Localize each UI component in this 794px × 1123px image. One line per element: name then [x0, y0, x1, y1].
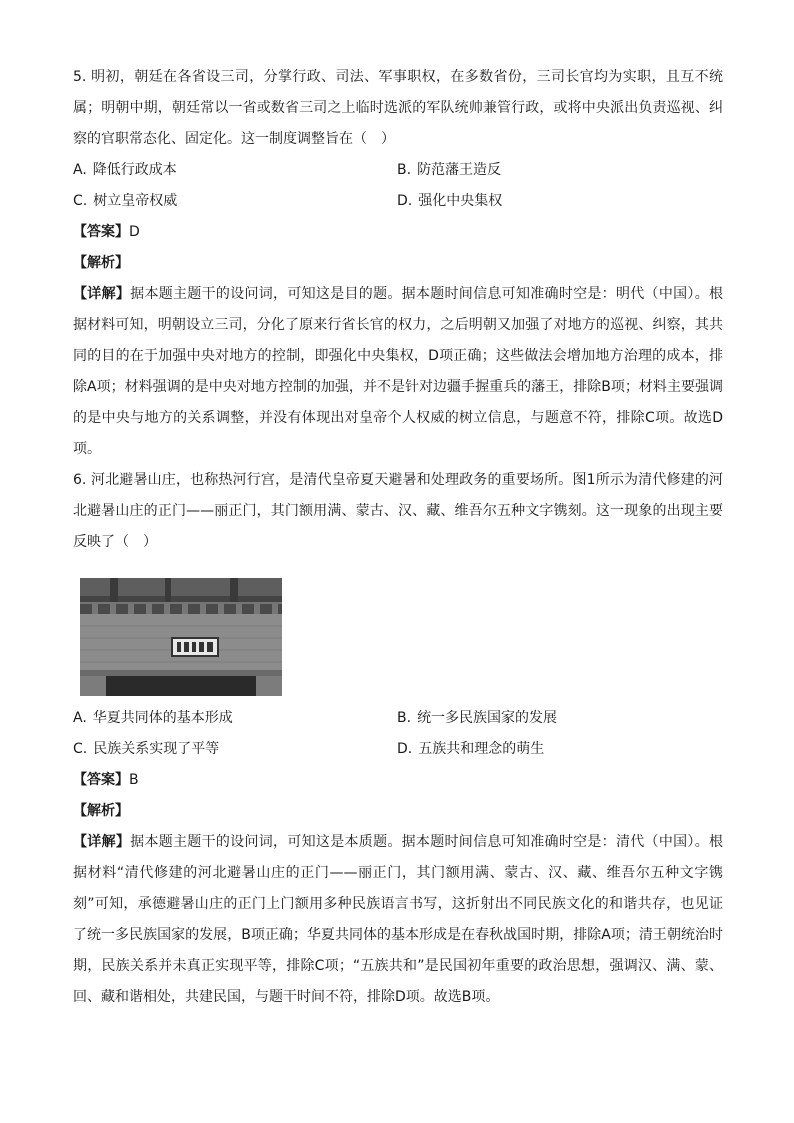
question-5-options [73, 155, 723, 217]
question-5-option-b[interactable] [397, 155, 723, 186]
option-text: 降低行政成本 [92, 162, 177, 178]
detail-label: 【详解】 [73, 286, 131, 302]
gate-photo-image [80, 578, 282, 696]
option-text: 强化中央集权 [418, 193, 503, 209]
question-6-option-a[interactable] [73, 703, 397, 734]
lizheng-gate-photo [80, 578, 282, 696]
question-6-option-b[interactable] [397, 703, 723, 734]
question-6-option-c[interactable] [73, 734, 397, 765]
question-6-detail [73, 827, 723, 1013]
analysis-label: 【解析】 [73, 803, 129, 819]
option-text: 统一多民族国家的发展 [417, 710, 558, 726]
option-text: 华夏共同体的基本形成 [92, 710, 233, 726]
option-letter: C. [73, 193, 88, 209]
answer-label: 【答案】 [73, 772, 129, 788]
question-5-detail [73, 279, 723, 465]
question-6-options [73, 703, 723, 765]
question-6-analysis-label [73, 796, 723, 827]
question-6-answer-line [73, 765, 723, 796]
option-letter: D. [397, 193, 413, 209]
document-content [73, 62, 723, 1013]
question-5-option-a[interactable] [73, 155, 397, 186]
option-text: 民族关系实现了平等 [93, 741, 220, 757]
option-text: 五族共和理念的萌生 [418, 741, 545, 757]
option-letter: A. [73, 162, 87, 178]
question-6-stem: 6. 河北避暑山庄，也称热河行宫，是清代皇帝夏天避暑和处理政务的重要场所。图1所示为清代修建的河北避暑山庄的正门——丽正门，其门额用满、蒙古、汉、藏、维吾尔五种文字镌刻。这一现象的出现主要反映了（ ） [73, 472, 723, 550]
answer-value: B [129, 772, 139, 788]
answer-value: D [129, 224, 140, 240]
option-text: 防范藩王造反 [417, 162, 502, 178]
option-letter: C. [73, 741, 88, 757]
detail-label: 【详解】 [73, 834, 131, 850]
option-letter: B. [397, 162, 412, 178]
question-6-option-d[interactable] [397, 734, 723, 765]
question-5-answer-line [73, 217, 723, 248]
question-5-stem: 5. 明初，朝廷在各省设三司，分掌行政、司法、军事职权，在多数省份，三司长官均为实职，且互不统属；明朝中期，朝廷常以一省或数省三司之上临时选派的军队统帅兼管行政，或将中央派出负责巡视、纠察的官职常态化、固定化。这一制度调整旨在（ ） [73, 69, 723, 147]
option-text: 树立皇帝权威 [93, 193, 178, 209]
option-letter: D. [397, 741, 413, 757]
option-letter: B. [397, 710, 412, 726]
option-letter: A. [73, 710, 87, 726]
answer-label: 【答案】 [73, 224, 129, 240]
question-5-option-d[interactable] [397, 186, 723, 217]
analysis-label: 【解析】 [73, 255, 129, 271]
question-5-option-c[interactable] [73, 186, 397, 217]
detail-text: 据本题主题干的设问词，可知这是目的题。据本题时间信息可知准确时空是：明代（中国）。根据材料可知，明朝设立三司，分化了原来行省长官的权力，之后明朝又加强了对地方的巡视、纠察，其共同的目的在于加强中央对地方的控制，即强化中央集权，D项正确；这些做法会增加地方治理的成本，排除A项；材料强调的是中央对地方控制的加强，并不是针对边疆手握重兵的藩王，排除B项；材料主要强调的是中央与地方的关系调整，并没有体现出对皇帝个人权威的树立信息，与题意不符，排除C项。故选D项。 [73, 286, 723, 457]
detail-text: 据本题主题干的设问词，可知这是本质题。据本题时间信息可知准确时空是：清代（中国）。根据材料“清代修建的河北避暑山庄的正门——丽正门，其门额用满、蒙古、汉、藏、维吾尔五种文字镌刻”可知，承德避暑山庄的正门上门额用多种民族语言书写，这折射出不同民族文化的和谐共存，也见证了统一多民族国家的发展，B项正确；华夏共同体的基本形成是在春秋战国时期，排除A项；清王朝统治时期，民族关系并未真正实现平等，排除C项；“五族共和”是民国初年重要的政治思想，强调汉、满、蒙、回、藏和谐相处，共建民国，与题干时间不符，排除D项。故选B项。 [73, 834, 723, 1005]
question-5-analysis-label [73, 248, 723, 279]
